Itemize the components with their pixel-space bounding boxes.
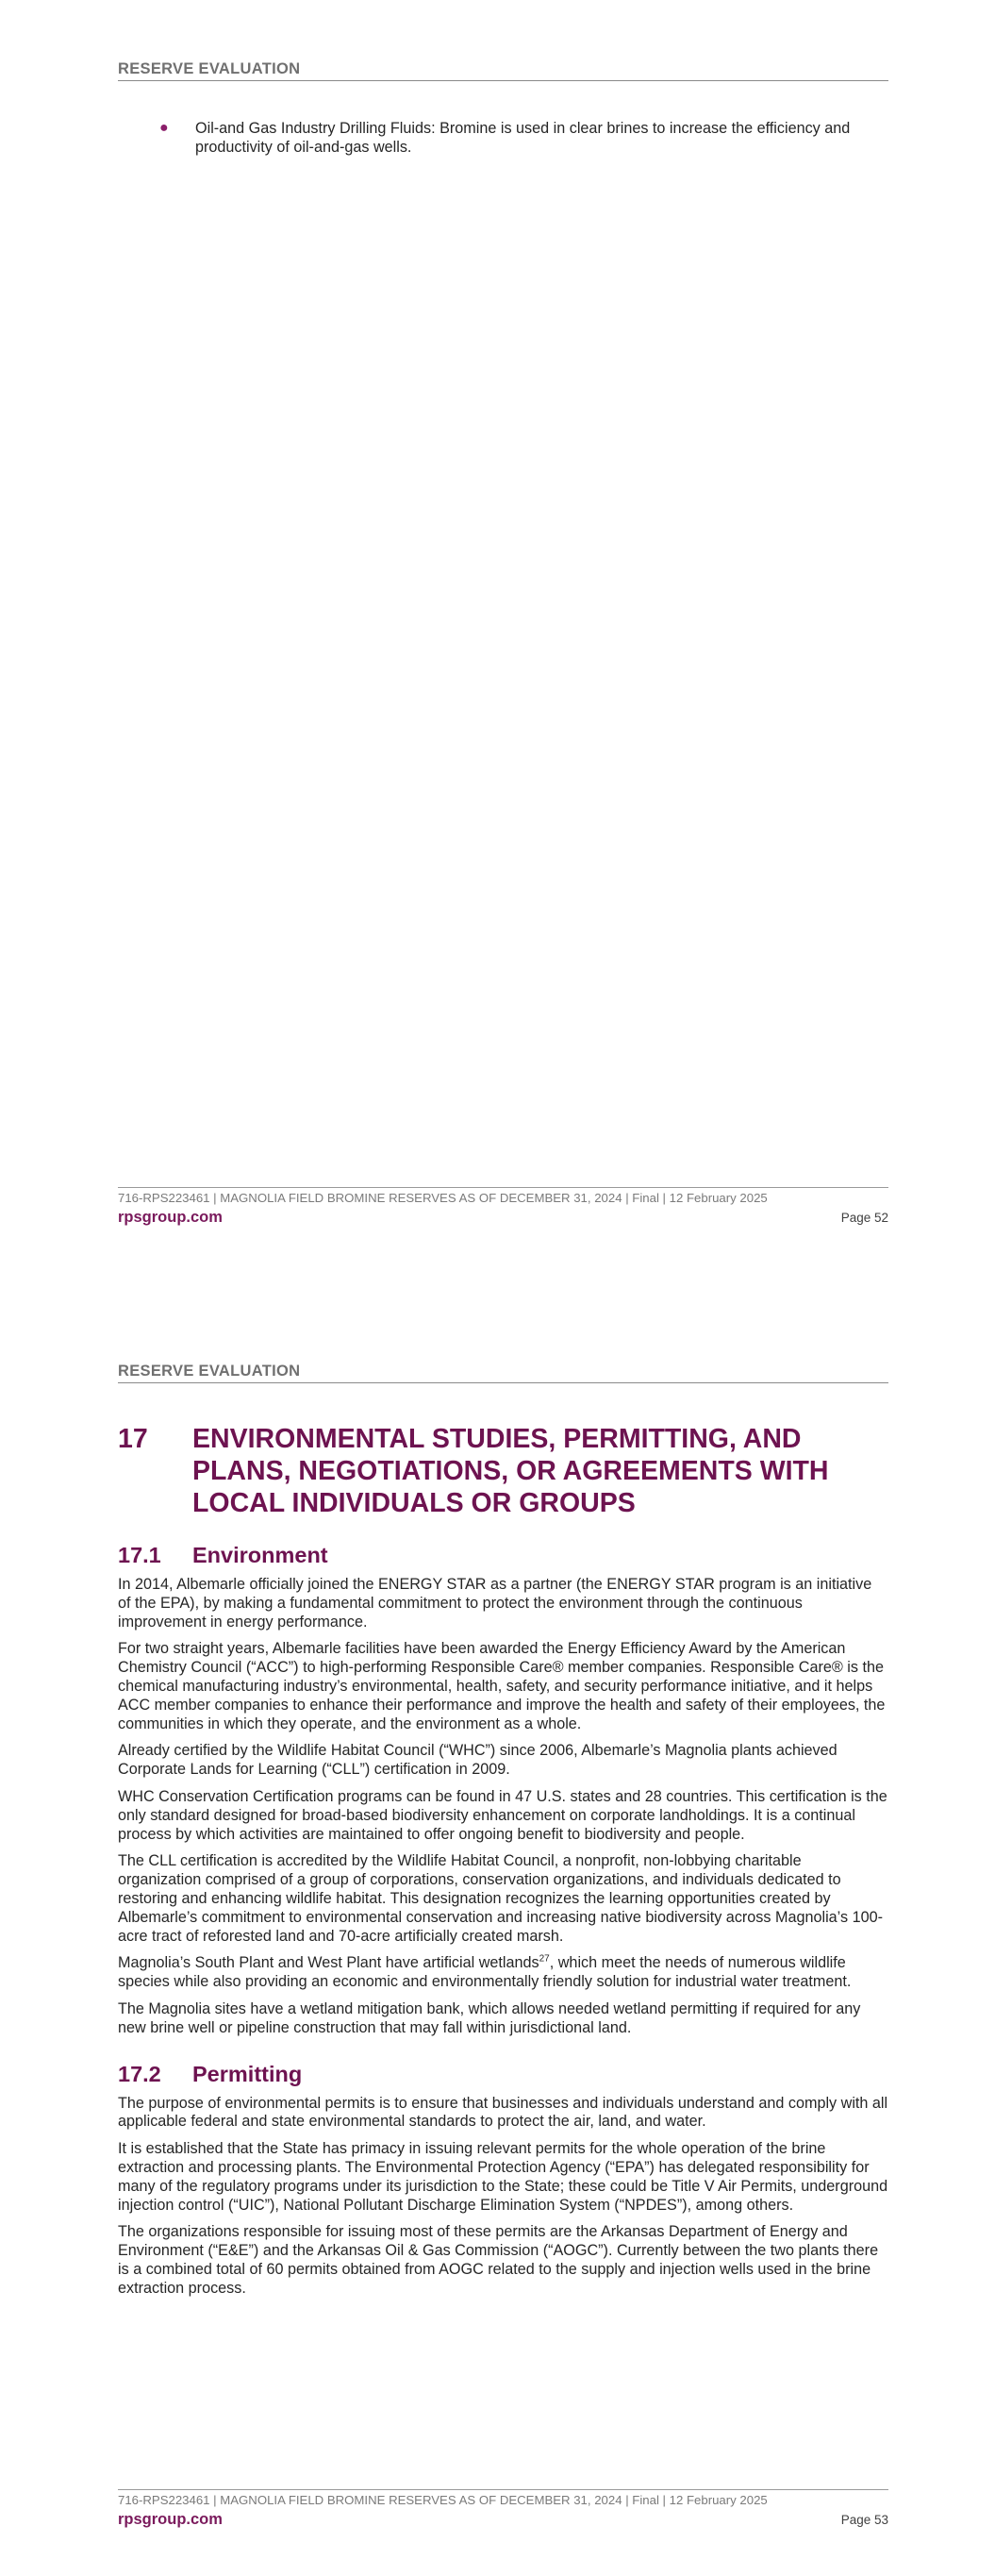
bullet-list	[118, 119, 888, 157]
page-content	[118, 1423, 888, 2307]
subsection-title: Permitting	[192, 2061, 303, 2086]
paragraph-text: Magnolia’s South Plant and West Plant have artificial wetlands	[118, 1954, 539, 1972]
footer-website-link[interactable]: rpsgroup.com	[118, 1209, 223, 1226]
paragraph: It is established that the State has primacy in issuing relevant permits for the whole operation of the brine extraction and processing plants. The Environmental Protection Agency (“EPA”) has delegated responsibility for many of the regulatory programs under its jurisdiction to the State; these could be Title V Air Permits, underground injection control (“UIC”), National Pollutant Discharge Elimination System (“NPDES”), among others.	[118, 2140, 888, 2214]
subsection-heading-environment	[118, 1542, 888, 1568]
page-footer	[118, 2489, 888, 2529]
page-number: Page 52	[840, 1211, 888, 1225]
section-heading	[118, 1423, 888, 1519]
section-number: 17	[118, 1424, 148, 1454]
bullet-text: Oil-and Gas Industry Drilling Fluids: Bromine is used in clear brines to increase the efficiency and productivity of oil-and-gas wells.	[195, 120, 851, 156]
footer-document-info: 716-RPS223461 | MAGNOLIA FIELD BROMINE RESERVES AS OF DECEMBER 31, 2024 | Final | 12 February 2025	[118, 2489, 888, 2507]
paragraph-text: , which meet the needs of numerous wildlife species while also providing an economic and environmentally friendly solution for industrial water treatment.	[118, 1954, 852, 1991]
paragraph: WHC Conservation Certification programs can be found in 47 U.S. states and 28 countries. This certification is the only standard designed for broad-based biodiversity enhancement on corporate landholdings. It is a continual process by which activities are maintained to offer ongoing benefit to biodiversity and people.	[118, 1787, 887, 1843]
document-page-52	[0, 0, 995, 1274]
paragraph: In 2014, Albemarle officially joined the ENERGY STAR as a partner (the ENERGY STAR program is an initiative of the EPA), by making a fundamental commitment to protect the environment through the continuous improvement in energy performance.	[118, 1576, 872, 1631]
paragraph: The Magnolia sites have a wetland mitigation bank, which allows needed wetland permitting if required for any new brine well or pipeline construction that may fall within jurisdictional land.	[118, 1999, 861, 2036]
subsection-number: 17.1	[118, 1543, 161, 1567]
page-footer	[118, 1187, 888, 1227]
document-page-53	[0, 1302, 995, 2576]
footnote-reference[interactable]: 27	[539, 1953, 550, 1965]
subsection-number: 17.2	[118, 2061, 161, 2086]
subsection-heading-permitting	[118, 2061, 888, 2087]
paragraph: The purpose of environmental permits is to ensure that businesses and individuals understand and comply with all applicable federal and state environmental standards to protect the air, land, and water.	[118, 2094, 888, 2131]
page-number: Page 53	[840, 2513, 888, 2527]
subsection-title: Environment	[192, 1543, 328, 1567]
bullet-icon: ●	[159, 120, 169, 136]
running-header: RESERVE EVALUATION	[118, 1363, 888, 1383]
bullet-item	[118, 119, 888, 157]
paragraph-wetlands	[118, 1954, 888, 1992]
footer-website-link[interactable]: rpsgroup.com	[118, 2511, 223, 2528]
running-header: RESERVE EVALUATION	[118, 60, 888, 81]
paragraph: For two straight years, Albemarle facilities have been awarded the Energy Efficiency Award by the American Chemistry Council (“ACC”) to high-performing Responsible Care® member companies. Responsible Care® is the chemical manufacturing industry’s environmental, health, safety, and security performance initiative, and it helps ACC member companies to enhance their performance and improve the health and safety of their employees, the communities in which they operate, and the environment as a whole.	[118, 1640, 886, 1732]
footer-document-info: 716-RPS223461 | MAGNOLIA FIELD BROMINE RESERVES AS OF DECEMBER 31, 2024 | Final | 12 February 2025	[118, 1187, 888, 1205]
paragraph: The CLL certification is accredited by the Wildlife Habitat Council, a nonprofit, non-lobbying charitable organization comprised of a group of corporations, conservation organizations, and individuals dedicated to restoring and enhancing wildlife habitat. This designation recognizes the learning opportunities created by Albemarle’s commitment to environmental conservation and increasing native biodiversity across Magnolia’s 100-acre tract of reforested land and 70-acre artificially created marsh.	[118, 1852, 883, 1945]
paragraph: The organizations responsible for issuing most of these permits are the Arkansas Department of Energy and Environment (“E&E”) and the Arkansas Oil & Gas Commission (“AOGC”). Currently between the two plants there is a combined total of 60 permits obtained from AOGC related to the supply and injection wells used in the brine extraction process.	[118, 2223, 879, 2297]
paragraph: Already certified by the Wildlife Habitat Council (“WHC”) since 2006, Albemarle’s Magnolia plants achieved Corporate Lands for Learning (“CLL”) certification in 2009.	[118, 1742, 837, 1779]
section-title: ENVIRONMENTAL STUDIES, PERMITTING, AND PLANS, NEGOTIATIONS, OR AGREEMENTS WITH LOCAL INDIVIDUALS OR GROUPS	[192, 1424, 829, 1518]
